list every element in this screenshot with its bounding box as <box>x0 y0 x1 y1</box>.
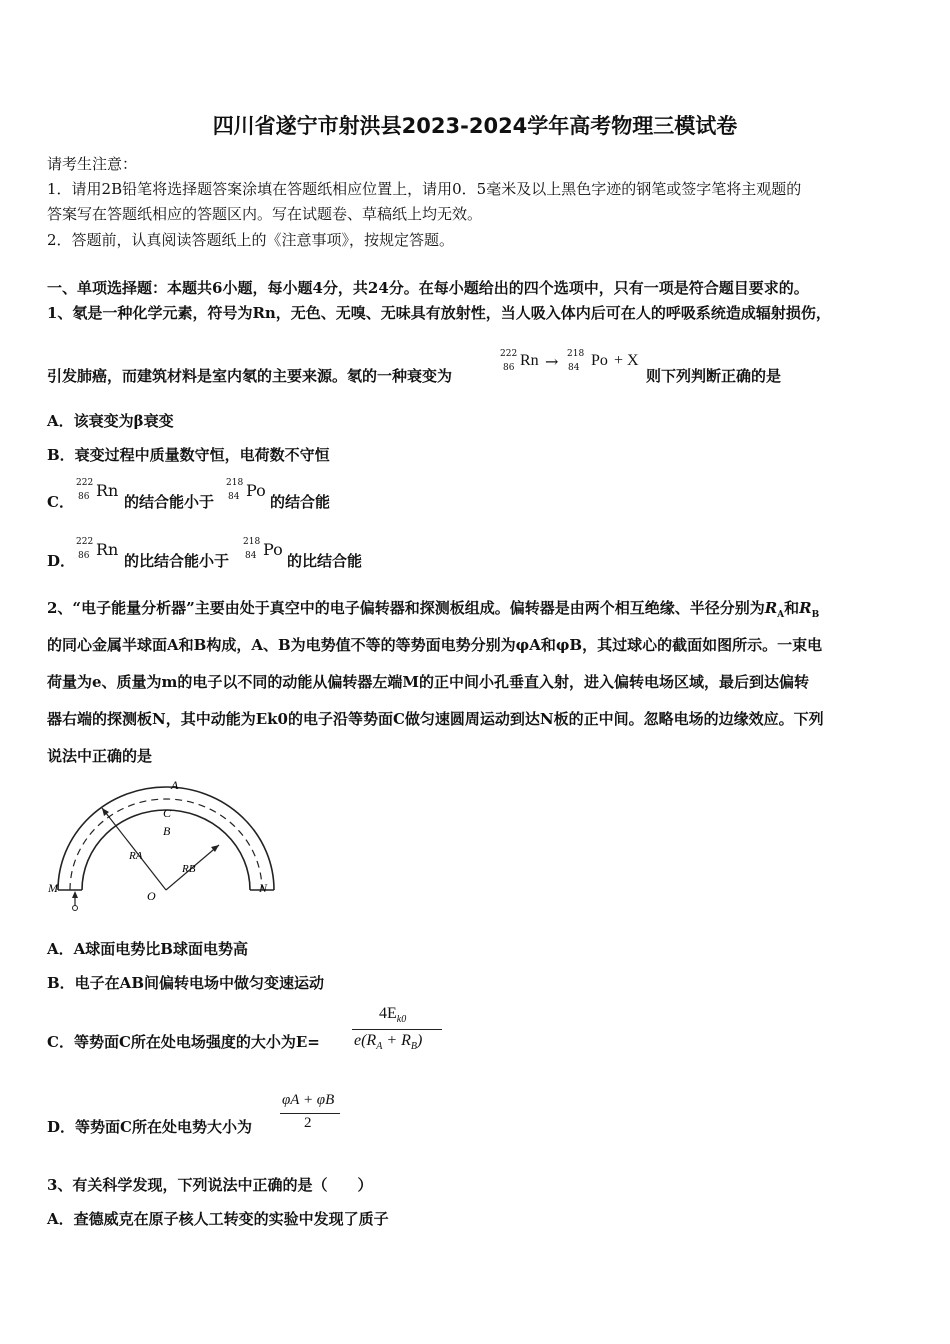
d-po-z: 84 <box>245 551 257 561</box>
q1-option-b: B．衰变过程中质量数守恒，电荷数不守恒 <box>47 446 330 464</box>
d-po-mass: 218 <box>243 537 261 547</box>
q2-stem-line5: 说法中正确的是 <box>47 747 153 765</box>
frac-c-bar <box>352 1029 442 1030</box>
label-a: A <box>171 778 179 792</box>
q1-option-c-label: C． <box>47 493 74 511</box>
q1-option-d-end: 的比结合能 <box>287 552 363 570</box>
q2-rb-symbol: R <box>799 599 812 617</box>
d-rn-symbol: Rn <box>96 540 119 559</box>
decay-arrow: → <box>545 352 559 371</box>
q1-option-c-mid: 的结合能小于 <box>124 493 215 511</box>
deflector-diagram <box>45 775 285 915</box>
d-po-symbol: Po <box>263 540 283 559</box>
label-c: C <box>163 806 172 820</box>
label-m: M <box>48 881 58 895</box>
q1-option-d-mid: 的比结合能小于 <box>124 552 230 570</box>
inner-sphere-arc <box>82 810 250 890</box>
q2-option-d-fraction <box>280 1092 340 1142</box>
frac-c-den-a: A <box>376 1041 383 1053</box>
frac-c-den-close: ) <box>417 1032 423 1049</box>
rn-symbol: Rn <box>520 352 539 369</box>
q2-option-c-text: C．等势面C所在处电场强度的大小为E= <box>47 1033 320 1051</box>
frac-c-den-plus: + R <box>382 1032 411 1049</box>
notice-heading: 请考生注意： <box>47 155 138 173</box>
section-heading: 一、单项选择题：本题共6小题，每小题4分，共24分。在每小题给出的四个选项中，只有一项是符合题目要求的。 <box>47 279 809 297</box>
frac-c-numerator <box>379 1005 406 1025</box>
d-rn-z: 86 <box>78 551 90 561</box>
rn-atomic-number: 86 <box>503 363 515 373</box>
c-rn-mass: 222 <box>76 478 94 488</box>
c-rn-symbol: Rn <box>96 481 119 500</box>
entry-arrowhead <box>72 891 78 898</box>
label-b: B <box>163 824 171 838</box>
notice-item-1: 1．请用2B铅笔将选择题答案涂填在答题纸相应位置上，请用0．5毫米及以上黑色字迹的钢笔或签字笔将主观题的 <box>47 180 802 198</box>
q2-rb-sub: B <box>811 610 820 620</box>
q3-stem: 3、有关科学发现，下列说法中正确的是（ ） <box>47 1176 373 1194</box>
q1-stem-line1: 1、氡是一种化学元素，符号为Rn，无色、无嗅、无味具有放射性，当人吸入体内后可在人的呼吸系统造成辐射损伤， <box>47 304 831 322</box>
q2-option-b: B．电子在AB间偏转电场中做匀变速运动 <box>47 974 324 992</box>
q1-stem-line2 <box>47 365 452 386</box>
q2-stem-line1-text: 2、“电子能量分析器”主要由处于真空中的电子偏转器和探测板组成。偏转器是由两个相互绝缘、半径分别为 <box>47 599 765 617</box>
q1-option-d-label: D． <box>47 552 76 570</box>
page-title: 四川省遂宁市射洪县2023-2024学年高考物理三模试卷 <box>212 114 738 138</box>
q1-option-c-end: 的结合能 <box>270 493 331 511</box>
q2-stem-line4: 器右端的探测板N，其中动能为Ek0的电子沿等势面C做匀速圆周运动到达N板的正中间。忽略电场的边缘效应。下列 <box>47 710 824 728</box>
frac-d-numerator: φA + φB <box>282 1092 335 1108</box>
c-po-z: 84 <box>228 492 240 502</box>
notice-item-1-cont: 答案写在答题纸相应的答题区内。写在试题卷、草稿纸上均无效。 <box>47 205 483 223</box>
q1-option-a: A．该衰变为β衰变 <box>47 412 174 430</box>
c-rn-z: 86 <box>78 492 90 502</box>
entry-point <box>73 906 78 911</box>
q1-stem-prefix: 引发肺癌，而建筑材料是室内氡的主要来源。氡的一种衰变为 <box>47 367 453 385</box>
notice-item-2: 2．答题前，认真阅读答题纸上的《注意事项》，按规定答题。 <box>47 231 455 249</box>
frac-d-bar <box>280 1113 340 1114</box>
q1-stem-suffix: 则下列判断正确的是 <box>646 367 782 385</box>
label-o: O <box>147 889 156 903</box>
frac-c-num-sub: k0 <box>396 1014 407 1026</box>
q2-and: 和 <box>784 599 800 617</box>
c-po-mass: 218 <box>226 478 244 488</box>
frac-c-den-main: e(R <box>354 1032 377 1049</box>
po-symbol: Po <box>591 352 608 369</box>
outer-sphere-arc <box>58 787 274 890</box>
q2-stem-line1 <box>47 597 819 620</box>
frac-c-denominator <box>354 1032 422 1052</box>
label-ra: RA <box>129 850 143 862</box>
po-atomic-number: 84 <box>568 363 580 373</box>
label-rb: RB <box>182 863 196 875</box>
q2-option-c-fraction <box>352 1005 442 1055</box>
frac-c-num-main: 4E <box>379 1005 397 1022</box>
rn-mass-number: 222 <box>500 349 518 359</box>
d-rn-mass: 222 <box>76 537 94 547</box>
po-mass-number: 218 <box>567 349 585 359</box>
q2-stem-line2: 的同心金属半球面A和B构成，A、B为电势值不等的等势面电势分别为φA和φB，其过球心的截面如图所示。一束电 <box>47 636 823 654</box>
frac-c-den-b: B <box>410 1041 417 1053</box>
plus-x: + X <box>614 352 639 369</box>
q2-option-a: A．A球面电势比B球面电势高 <box>47 940 248 958</box>
label-n: N <box>259 881 268 895</box>
q2-stem-line3: 荷量为e、质量为m的电子以不同的动能从偏转器左端M的正中间小孔垂直入射，进入偏转电场区域，最后到达偏转 <box>47 673 810 691</box>
q2-ra-sub: A <box>777 610 785 620</box>
q2-ra-symbol: R <box>764 599 778 617</box>
radius-ra-line <box>102 808 166 890</box>
c-po-symbol: Po <box>246 481 266 500</box>
q2-option-d-text: D．等势面C所在处电势大小为 <box>47 1118 252 1136</box>
q3-option-a: A．查德威克在原子核人工转变的实验中发现了质子 <box>47 1210 389 1228</box>
frac-d-denominator: 2 <box>304 1115 312 1131</box>
